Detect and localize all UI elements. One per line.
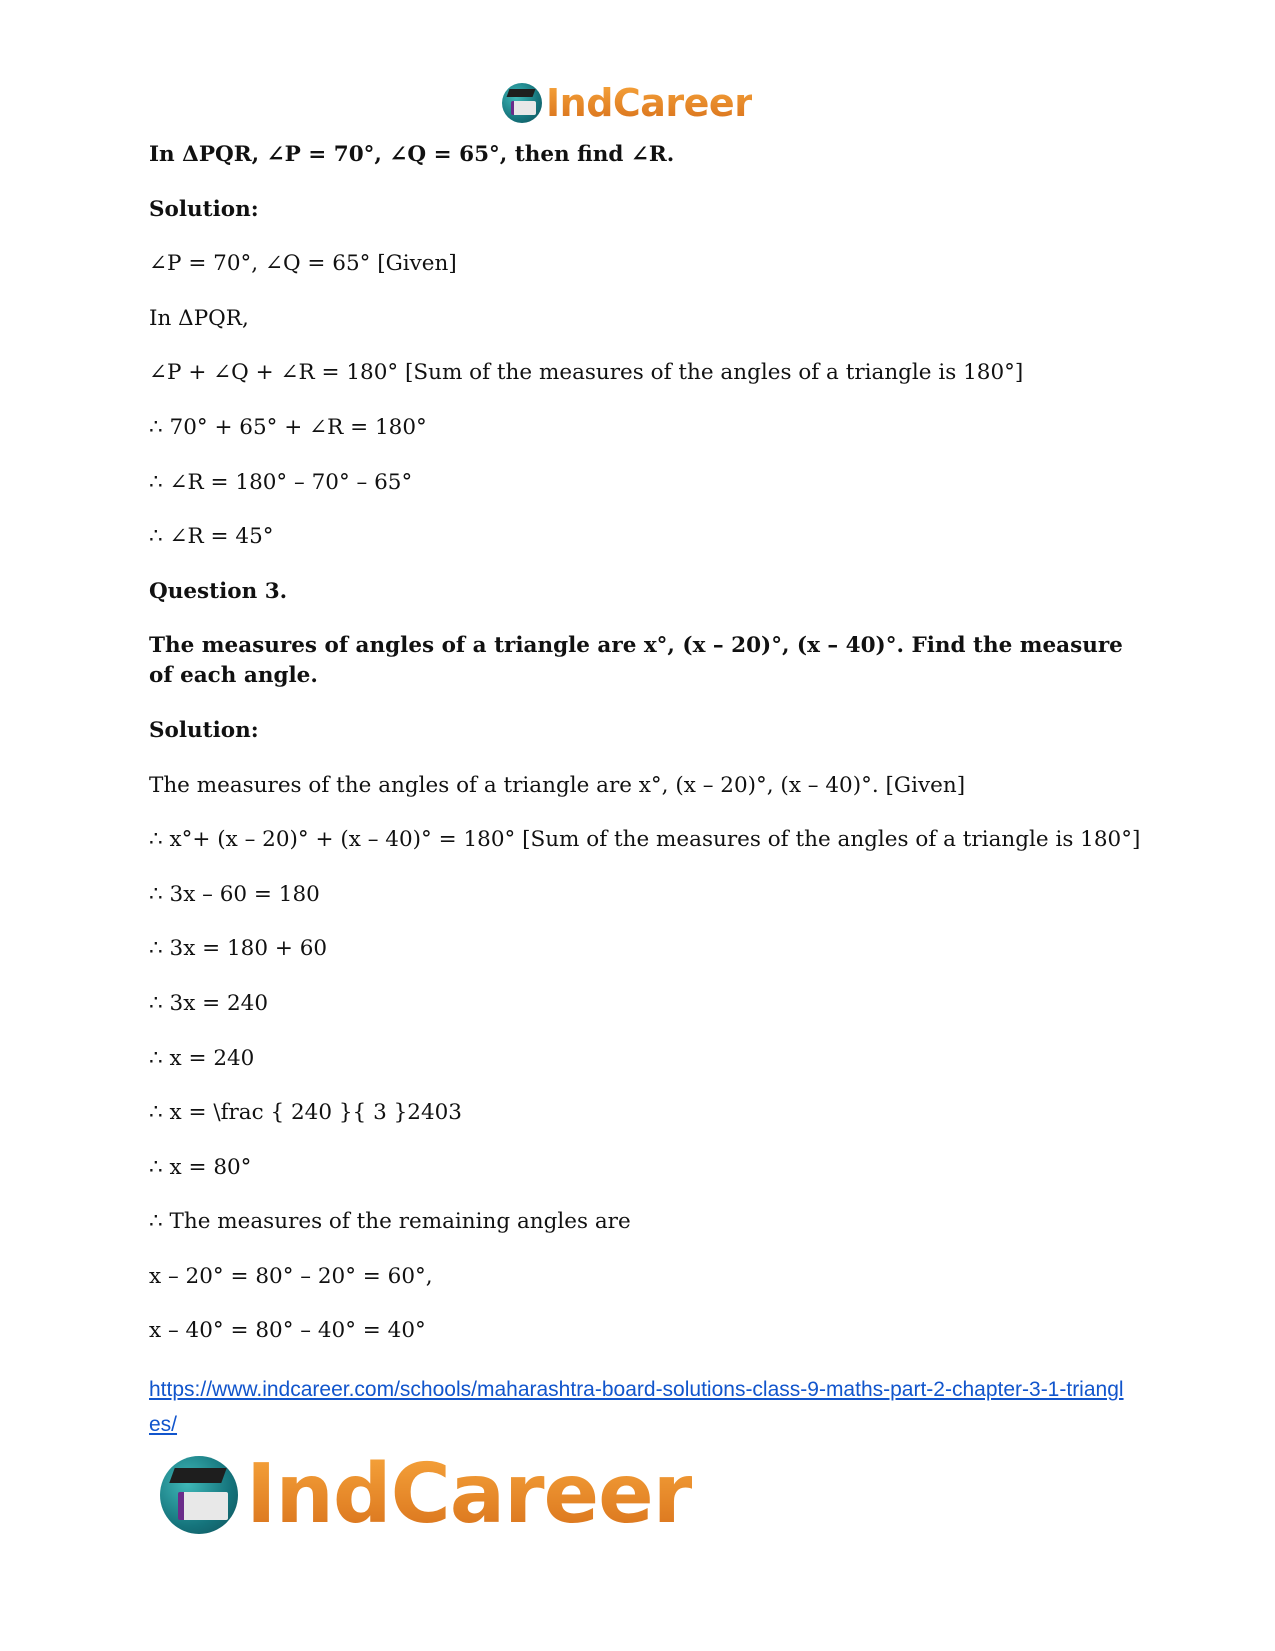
text-line: ∴ 70° + 65° + ∠R = 180° bbox=[149, 414, 427, 440]
heading-line: Solution: bbox=[149, 717, 259, 743]
text-line: ∴ x = 240 bbox=[149, 1045, 255, 1071]
text-line: ∠P = 70°, ∠Q = 65° [Given] bbox=[149, 251, 457, 277]
heading-line: Question 3. bbox=[149, 578, 288, 604]
text-line: ∴ The measures of the remaining angles are bbox=[149, 1209, 631, 1235]
text-line: x – 40° = 80° – 40° = 40° bbox=[149, 1318, 426, 1344]
text-line: ∴ 3x = 180 + 60 bbox=[149, 936, 328, 962]
heading-line: Solution: bbox=[149, 196, 259, 222]
heading-line: The measures of angles of a triangle are x°, (x – 20)°, (x – 40)°. Find the measure of each angle. bbox=[149, 633, 1123, 689]
text-line: ∴ ∠R = 180° – 70° – 65° bbox=[149, 469, 413, 495]
text-line: ∴ 3x = 240 bbox=[149, 990, 269, 1016]
text-line: In ΔPQR, bbox=[149, 305, 249, 331]
text-line: The measures of the angles of a triangle are x°, (x – 20)°, (x – 40)°. [Given] bbox=[149, 772, 966, 798]
graduation-cap-book-icon bbox=[160, 1456, 238, 1534]
header-logo bbox=[502, 80, 752, 126]
text-line: ∴ 3x – 60 = 180 bbox=[149, 881, 320, 907]
footer-logo-text: IndCareer bbox=[246, 1447, 693, 1542]
text-line: ∴ x = 80° bbox=[149, 1154, 252, 1180]
text-line: ∴ x = \frac { 240 }{ 3 }2403 bbox=[149, 1100, 462, 1126]
graduation-cap-book-icon bbox=[502, 83, 542, 123]
text-line: ∴ x°+ (x – 20)° + (x – 40)° = 180° [Sum of the measures of the angles of a triangle is 180°] bbox=[149, 827, 1141, 853]
header-logo-text: IndCareer bbox=[546, 81, 753, 125]
text-line: ∠P + ∠Q + ∠R = 180° [Sum of the measures of the angles of a triangle is 180°] bbox=[149, 360, 1024, 386]
document-body bbox=[149, 140, 1141, 1371]
heading-line: In ΔPQR, ∠P = 70°, ∠Q = 65°, then find ∠R. bbox=[149, 142, 675, 167]
source-link[interactable]: https://www.indcareer.com/schools/maharashtra-board-solutions-class-9-maths-part-2-chapter-3-1-triangles/ bbox=[149, 1378, 1124, 1436]
text-line: ∴ ∠R = 45° bbox=[149, 524, 274, 550]
footer-logo bbox=[160, 1447, 693, 1542]
text-line: x – 20° = 80° – 20° = 60°, bbox=[149, 1263, 433, 1289]
